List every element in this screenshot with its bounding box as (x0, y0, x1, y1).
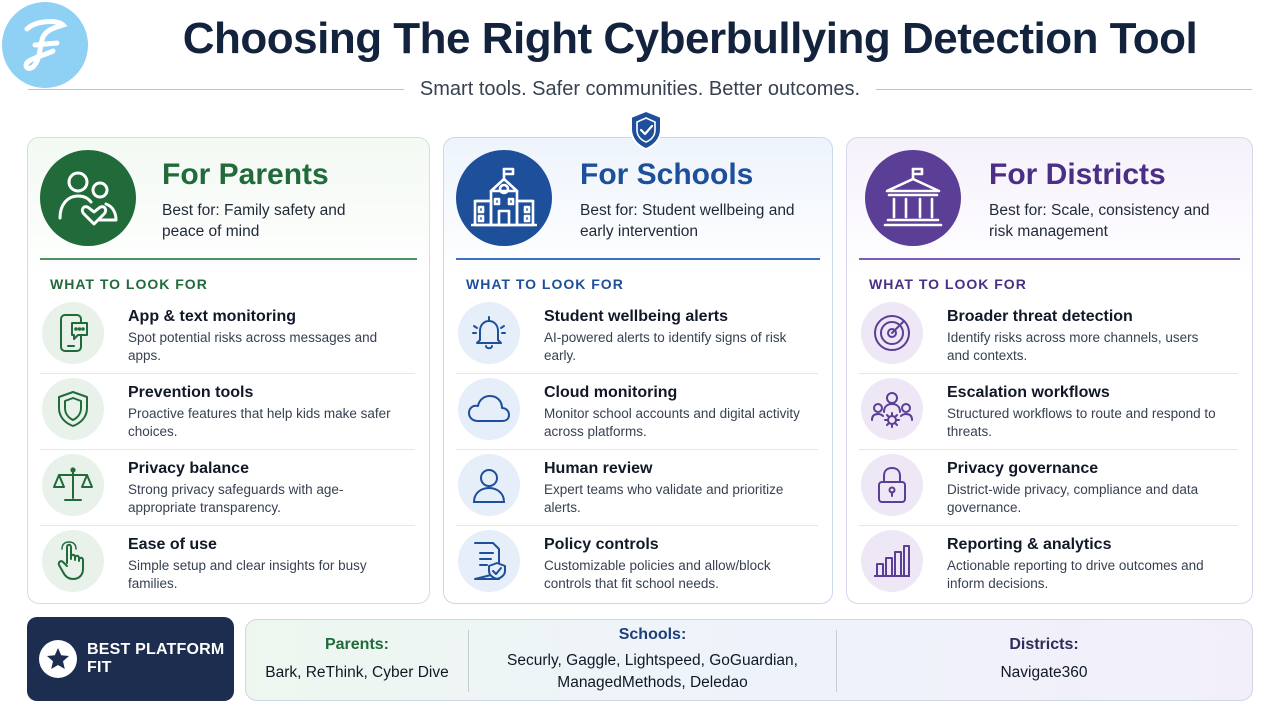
feature-title: Ease of use (128, 536, 217, 553)
feature-description: Identify risks across more channels, users and contexts. (947, 330, 1199, 363)
card-title: For Schools (580, 158, 754, 191)
feature-list (859, 298, 1238, 602)
platform-fit-value: Bark, ReThink, Cyber Dive (265, 664, 449, 681)
platform-fit-heading: Districts: (1009, 636, 1079, 653)
bar-chart-icon (861, 530, 923, 592)
feature-description: Structured workflows to route and respond to threats. (947, 406, 1216, 439)
cloud-icon (458, 378, 520, 440)
feature-title: Prevention tools (128, 384, 254, 401)
feature-item (456, 374, 818, 450)
section-label: WHAT TO LOOK FOR (869, 276, 1027, 292)
platform-fit-value: Securly, Gaggle, Lightspeed, GoGuardian, ManagedMethods, Deledao (507, 652, 798, 691)
feature-item (456, 298, 818, 374)
best-for-text: Best for: Student wellbeing and early intervention (580, 202, 795, 240)
platform-fit-value: Navigate360 (1000, 664, 1088, 681)
person-icon (458, 454, 520, 516)
feature-item (40, 374, 415, 450)
platform-fit-title: BEST PLATFORM FIT (87, 641, 225, 676)
feature-item (859, 526, 1238, 602)
feature-list (456, 298, 818, 602)
page-subtitle: Smart tools. Safer communities. Better outcomes. (419, 78, 861, 100)
divider (859, 258, 1240, 260)
platform-fit-schools (469, 620, 836, 700)
radar-icon (861, 302, 923, 364)
shield-icon (42, 378, 104, 440)
card-title: For Districts (989, 158, 1166, 191)
platform-fit-parents (246, 620, 468, 700)
feature-item (859, 298, 1238, 374)
feature-item (456, 450, 818, 526)
feature-item (859, 450, 1238, 526)
feature-title: Broader threat detection (947, 308, 1133, 325)
schools-card (443, 137, 833, 604)
feature-item (456, 526, 818, 602)
platform-fit-panel (245, 619, 1253, 701)
best-for-text: Best for: Family safety and peace of mind (162, 202, 346, 240)
government-building-icon (865, 150, 961, 246)
card-title: For Parents (162, 158, 329, 191)
feature-description: Actionable reporting to drive outcomes and inform decisions. (947, 558, 1204, 591)
team-gear-icon (861, 378, 923, 440)
feature-title: Policy controls (544, 536, 659, 553)
section-label: WHAT TO LOOK FOR (466, 276, 624, 292)
feature-item (859, 374, 1238, 450)
feature-title: Cloud monitoring (544, 384, 678, 401)
platform-fit-heading: Parents: (324, 636, 390, 653)
page-title: Choosing The Right Cyberbullying Detection Tool (182, 14, 1198, 63)
best-for-text: Best for: Scale, consistency and risk management (989, 202, 1210, 240)
shield-check-icon (626, 108, 666, 152)
feature-description: Spot potential risks across messages and apps. (128, 330, 378, 363)
feature-description: AI-powered alerts to identify signs of risk early. (544, 330, 787, 363)
divider (456, 258, 820, 260)
feature-title: Human review (544, 460, 653, 477)
feature-item (40, 526, 415, 602)
feature-description: Monitor school accounts and digital activity across platforms. (544, 406, 800, 439)
pointer-hand-icon (42, 530, 104, 592)
feature-title: Privacy governance (947, 460, 1099, 477)
feature-description: Simple setup and clear insights for busy families. (128, 558, 367, 591)
bell-icon (458, 302, 520, 364)
divider (40, 258, 417, 260)
feature-description: Proactive features that help kids make safer choices. (128, 406, 391, 439)
scales-icon (42, 454, 104, 516)
phone-chat-icon (42, 302, 104, 364)
feature-title: Escalation workflows (947, 384, 1110, 401)
family-heart-icon (40, 150, 136, 246)
platform-fit-districts (837, 620, 1251, 700)
subtitle-rule-left (28, 89, 404, 90)
feature-item (40, 298, 415, 374)
parents-card (27, 137, 430, 604)
section-label: WHAT TO LOOK FOR (50, 276, 208, 292)
feature-title: Reporting & analytics (947, 536, 1112, 553)
feature-title: Student wellbeing alerts (544, 308, 729, 325)
districts-card (846, 137, 1253, 604)
feature-list (40, 298, 415, 602)
star-icon (39, 640, 77, 678)
school-building-icon (456, 150, 552, 246)
feature-title: Privacy balance (128, 460, 249, 477)
policy-document-icon (458, 530, 520, 592)
best-platform-fit-label (27, 617, 234, 701)
brand-logo (2, 2, 88, 88)
subtitle-rule-right (876, 89, 1252, 90)
script-f-logo-icon (17, 15, 73, 75)
subtitle-row (28, 78, 1252, 101)
feature-description: Customizable policies and allow/block controls that fit school needs. (544, 558, 771, 591)
feature-title: App & text monitoring (128, 308, 296, 325)
feature-description: Expert teams who validate and prioritize alerts. (544, 482, 784, 515)
feature-item (40, 450, 415, 526)
feature-description: District-wide privacy, compliance and data governance. (947, 482, 1199, 515)
feature-description: Strong privacy safeguards with age-appropriate transparency. (128, 482, 344, 515)
platform-fit-heading: Schools: (618, 626, 687, 643)
lock-icon (861, 454, 923, 516)
